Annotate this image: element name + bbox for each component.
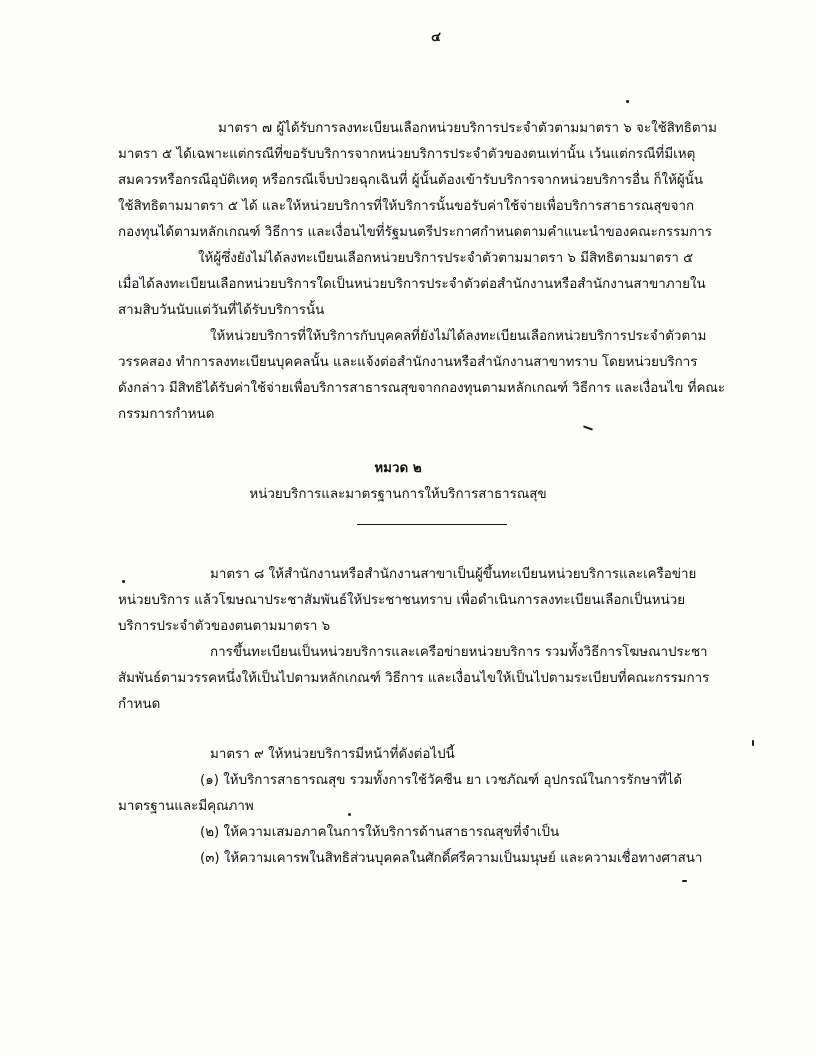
text-line: เมื่อได้ลงทะเบียนเลือกหน่วยบริการใดเป็นหน่วยบริการประจำตัวต่อสำนักงานหรือสำนักงานสาขาภายใน (118, 277, 706, 292)
section-8-paragraph (118, 562, 760, 640)
text-line: หน่วยบริการ แล้วโฆษณาประชาสัมพันธ์ให้ประชาชนทราบ เพื่อดำเนินการลงทะเบียนเลือกเป็นหน่วย (118, 593, 686, 608)
section-9-heading: มาตรา ๙ ให้หน่วยบริการมีหน้าที่ดังต่อไปนี้ (210, 747, 455, 762)
scan-speck (348, 813, 351, 816)
section-7-paragraph-2 (118, 246, 760, 324)
text-line: สัมพันธ์ตามวรรคหนึ่งให้เป็นไปตามหลักเกณฑ์ วิธีการ และเงื่อนไขให้เป็นไปตามระเบียบที่คณะกรรมการ (118, 671, 710, 686)
section-7-paragraph (118, 116, 760, 246)
section-7-paragraph-3 (118, 324, 760, 428)
text-line: บริการประจำตัวของตนตามมาตรา ๖ (118, 619, 331, 634)
text-line: มาตรา ๕ ได้เฉพาะแต่กรณีที่ขอรับบริการจากหน่วยบริการประจำตัวของตนเท่านั้น เว้นแต่กรณีที่มีเหตุ (118, 147, 696, 162)
text-line: สมควรหรือกรณีอุบัติเหตุ หรือกรณีเจ็บป่วยฉุกเฉินที่ ผู้นั้นต้องเข้ารับบริการจากหน่วยบริการอื่น ก็ให้ผู้นั้น (118, 173, 704, 188)
text-line: ให้ผู้ซึ่งยังไม่ได้ลงทะเบียนเลือกหน่วยบริการประจำตัวตามมาตรา ๖ มีสิทธิตามมาตรา ๕ (198, 251, 694, 266)
scan-speck (752, 740, 754, 746)
list-item: (๓) ให้ความเคารพในสิทธิส่วนบุคคลในศักดิ์ศรีความเป็นมนุษย์ และความเชื่อทางศาสนา (200, 851, 703, 866)
text-line: วรรคสอง ทำการลงทะเบียนบุคคลนั้น และแจ้งต่อสำนักงานหรือสำนักงานสาขาทราบ โดยหน่วยบริการ (118, 355, 698, 370)
section-8-paragraph-2 (118, 640, 760, 718)
scan-speck (626, 100, 629, 103)
divider-rule (357, 524, 507, 525)
section-9 (118, 742, 760, 872)
list-item: (๒) ให้ความเสมอภาคในการให้บริการด้านสาธารณสุขที่จำเป็น (200, 825, 560, 840)
text-line: มาตรา ๗ ผู้ได้รับการลงทะเบียนเลือกหน่วยบริการประจำตัวตามมาตรา ๖ จะใช้สิทธิตาม (218, 121, 717, 136)
text-line: สามสิบวันนับแต่วันที่ได้รับบริการนั้น (118, 303, 325, 318)
scan-speck (122, 580, 125, 583)
scan-speck (682, 880, 687, 882)
text-line: ให้หน่วยบริการที่ให้บริการกับบุคคลที่ยังไม่ได้ลงทะเบียนเลือกหน่วยบริการประจำตัวตาม (210, 329, 707, 344)
chapter-title: หน่วยบริการและมาตรฐานการให้บริการสาธารณสุข (249, 487, 547, 502)
text-line: กำหนด (118, 697, 161, 712)
list-item-continuation: มาตรฐานและมีคุณภาพ (118, 799, 254, 814)
page-number: ๔ (431, 30, 441, 45)
text-line: ดังกล่าว มีสิทธิได้รับค่าใช้จ่ายเพื่อบริการสาธารณสุขจากกองทุนตามหลักเกณฑ์ วิธีการ และเงื่อนไข ที่คณะ (118, 381, 726, 396)
text-line: ใช้สิทธิตามมาตรา ๕ ได้ และให้หน่วยบริการที่ให้บริการนั้นขอรับค่าใช้จ่ายเพื่อบริการสาธารณสุขจาก (118, 199, 695, 214)
text-line: มาตรา ๘ ให้สำนักงานหรือสำนักงานสาขาเป็นผู้ขึ้นทะเบียนหน่วยบริการและเครือข่าย (210, 567, 697, 582)
text-line: การขึ้นทะเบียนเป็นหน่วยบริการและเครือข่ายหน่วยบริการ รวมทั้งวิธีการโฆษณาประชา (210, 645, 708, 660)
text-line: กองทุนได้ตามหลักเกณฑ์ วิธีการ และเงื่อนไขที่รัฐมนตรีประกาศกำหนดตามคำแนะนำของคณะกรรมการ (118, 225, 712, 240)
text-line: กรรมการกำหนด (118, 407, 215, 422)
list-item: (๑) ให้บริการสาธารณสุข รวมทั้งการใช้วัคซีน ยา เวชภัณฑ์ อุปกรณ์ในการรักษาที่ได้ (200, 773, 683, 788)
chapter-number: หมวด ๒ (374, 461, 422, 476)
